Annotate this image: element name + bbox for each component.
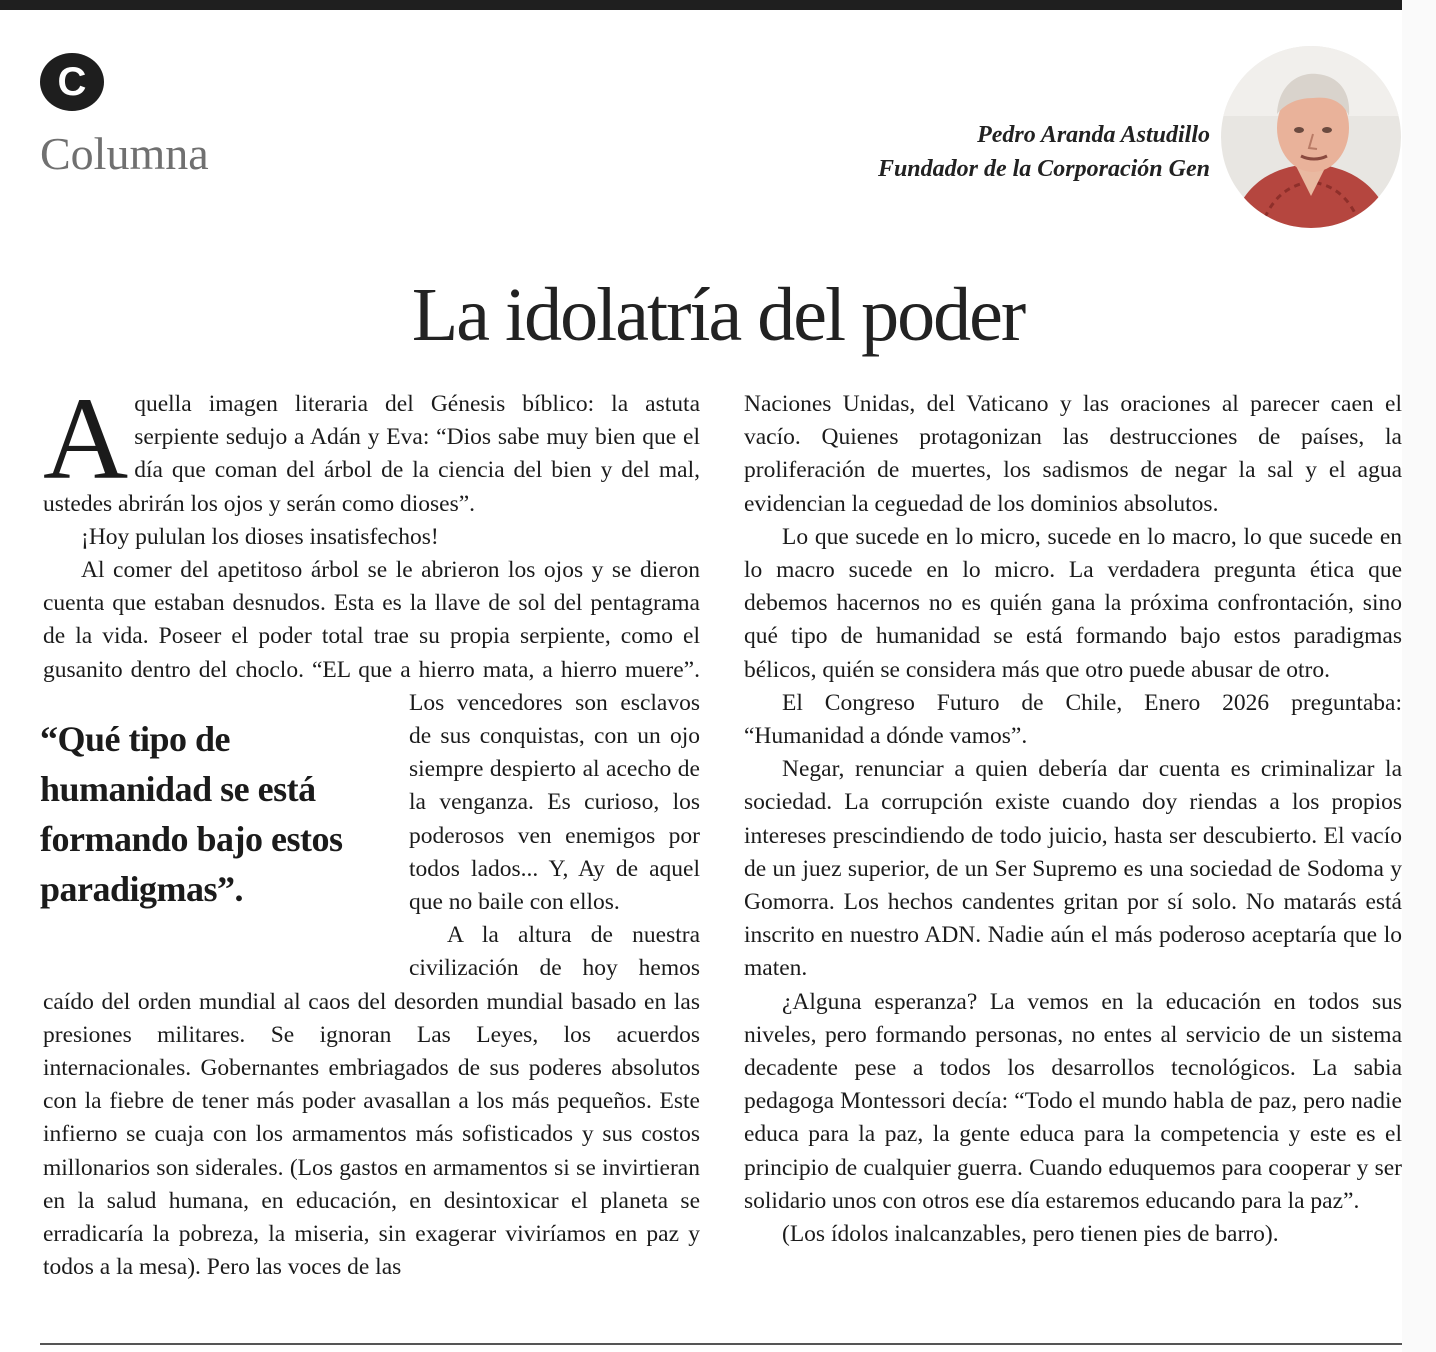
paragraph <box>43 373 700 521</box>
author-byline <box>878 118 1210 186</box>
paragraph-text: quella imagen literaria del Génesis bíblico: la astuta serpiente sedujo a Adán y Eva: “Dios sabe muy bien que el día que coman del árbol de la ciencia del bien y del mal, ustedes abrirán los ojos y serán como dioses”. <box>43 391 700 517</box>
paragraph: Negar, renunciar a quien debería dar cuenta es criminalizar la sociedad. La corrupción existe cuando doy riendas a los propios intereses prescindiendo de todo juicio, hasta ser descubierto. El vacío de un juez superior, de un Ser Supremo es una sociedad de Sodoma y Gomorra. Los hechos candentes gritan por sí solo. No matarás está inscrito en nuestro ADN. Nadie aún el más poderoso aceptaría que lo maten. <box>744 756 1402 982</box>
paragraph: (Los ídolos inalcanzables, pero tienen pies de barro). <box>782 1221 1279 1248</box>
top-rule <box>0 0 1402 10</box>
paragraph: ¡Hoy pululan los dioses insatisfechos! <box>81 523 439 550</box>
bottom-rule <box>40 1343 1402 1345</box>
author-portrait-illustration <box>1221 46 1401 228</box>
paragraph: ¿Alguna esperanza? La vemos en la educación en todos sus niveles, pero formando personas, no entes al servicio de un sistema decadente pese a todos los desarrollos tecnológicos. La sabia pedagoga Montessori decía: “Todo el mundo habla de paz, pero nadie educa para la paz, la gente educa para la competencia y este es el principio de cualquier guerra. Cuando eduquemos para cooperar y ser solidario unos con otros ese día estaremos educando para la paz”. <box>744 988 1402 1214</box>
pull-quote-block: “Qué tipo de humanidad se está formando bajo estos paradigmas”. <box>40 719 343 909</box>
paragraph: Naciones Unidas, del Vaticano y las oraciones al parecer caen el vacío. Quienes protagonizan las destrucciones de países, la proliferación de muertes, los sadismos de negar la sal y el agua evidencian la ceguedad de los dominios absolutos. <box>744 391 1402 517</box>
paragraph-text: Al comer del apetitoso árbol se le abrieron los ojos y se dieron cuenta que estaban desnudos. Esta es la llave de sol del pentagrama de la vida. Poseer el poder total trae su propia serpiente, como el gusanito dentro del choclo. “EL que a hierro mata, a hierro muere”. Los vencedores son esclavos de sus conquistas, con un ojo siempre despierto al acecho de la venganza. Es curioso, los poderosos ven enemigos por todos lados... Y, Ay de aquel que no baile con ellos. <box>43 557 700 916</box>
drop-cap: A <box>43 373 129 504</box>
article-column-right <box>744 388 1402 1251</box>
paragraph: Lo que sucede en lo micro, sucede en lo macro, lo que sucede en lo macro sucede en lo micro. La verdadera pregunta ética que debemos hacernos no es quién gana la próxima confrontación, sino qué tipo de humanidad se está formando bajo estos paradigmas bélicos, quién se considera más que otro puede abusar de otro. <box>744 523 1402 683</box>
section-badge: C <box>40 53 104 111</box>
page-margin <box>1402 0 1436 1352</box>
paragraph: A la altura de nuestra civilización de hoy hemos caído del orden mundial al caos del desorden mundial basado en las presiones militares. Se ignoran Las Leyes, los acuerdos internacionales. Gobernantes embriagados de sus poderes absolutos con la fiebre de tener más poder avasallan a los más pequeños. Este infierno se cuaja con los armamentos más sofisticados y sus costos millonarios son siderales. (Los gastos en armamentos si se invirtieran en la salud humana, en educación, en desintoxicar el planeta se erradicaría la pobreza, la miseria, sin exagerar viviríamos en paz y todos a la mesa). Pero las voces de las <box>43 922 700 1281</box>
author-portrait-icon <box>1221 46 1401 228</box>
section-label: Columna <box>40 128 209 179</box>
article-headline: La idolatría del poder <box>411 273 1025 357</box>
author-name: Pedro Aranda Astudillo <box>977 122 1210 148</box>
author-role: Fundador de la Corporación Gen <box>877 156 1210 182</box>
paragraph: El Congreso Futuro de Chile, Enero 2026 preguntaba: “Humanidad a dónde vamos”. <box>744 689 1402 750</box>
